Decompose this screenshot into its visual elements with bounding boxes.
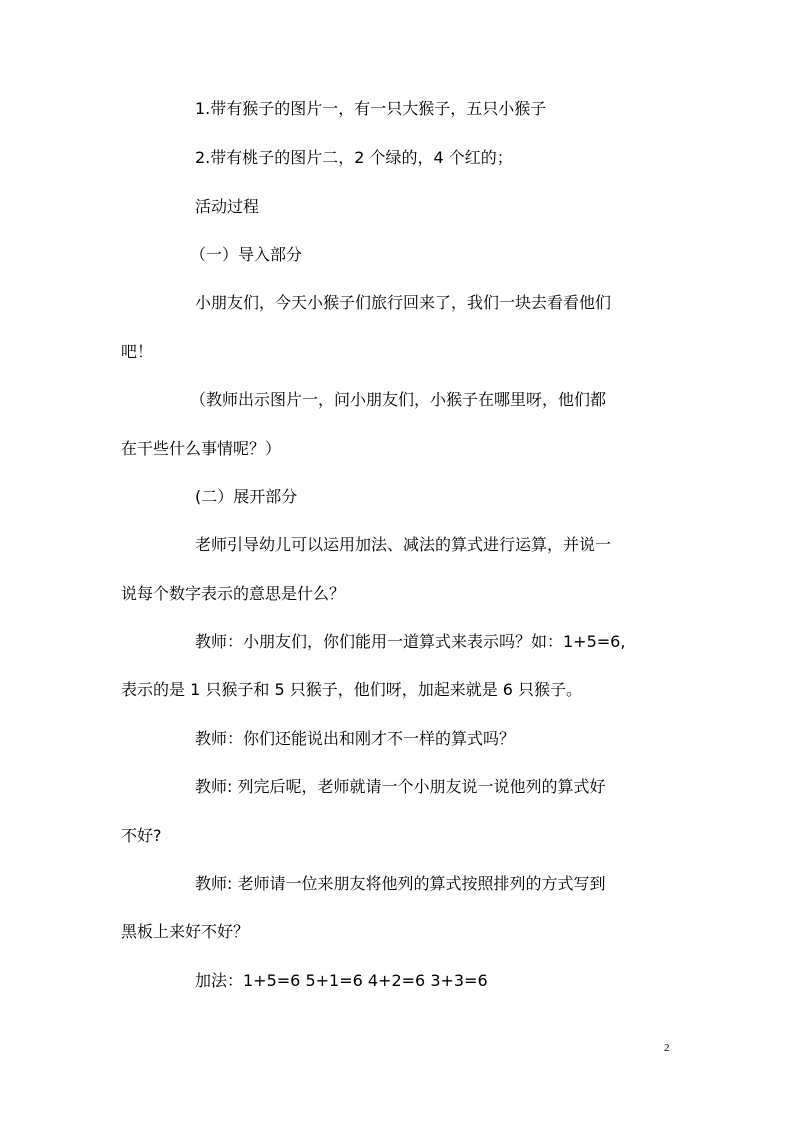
paragraph-line: 教师: 列完后呢，老师就请一个小朋友说一说他列的算式好 <box>195 777 606 796</box>
paragraph-line: 教师：小朋友们，你们能用一道算式来表示吗？如：1+5=6, <box>195 632 626 651</box>
paragraph-line: 教师：你们还能说出和刚才不一样的算式吗？ <box>195 729 516 748</box>
paragraph-line: 老师引导幼儿可以运用加法、减法的算式进行运算，并说一 <box>195 535 612 554</box>
section-heading-process: 活动过程 <box>195 197 260 216</box>
paragraph-line: 不好? <box>121 826 162 845</box>
paragraph-line: 在干些什么事情呢？） <box>121 439 282 458</box>
material-item-2: 2.带有桃子的图片二，2 个绿的，4 个红的； <box>195 148 513 167</box>
material-item-1: 1.带有猴子的图片一，有一只大猴子，五只小猴子 <box>195 99 547 118</box>
paragraph-line: （教师出示图片一，问小朋友们，小猴子在哪里呀，他们都 <box>190 390 607 409</box>
paragraph-line: 表示的是 1 只猴子和 5 只猴子，他们呀，加起来就是 6 只猴子。 <box>121 680 583 699</box>
paragraph-line: 小朋友们，今天小猴子们旅行回来了，我们一块去看看他们 <box>195 293 612 312</box>
subsection-heading-intro: （一）导入部分 <box>190 245 303 264</box>
addition-equations: 加法：1+5=6 5+1=6 4+2=6 3+3=6 <box>195 971 488 990</box>
paragraph-line: 教师: 老师请一位来朋友将他列的算式按照排列的方式写到 <box>195 874 606 893</box>
paragraph-line: 黑板上来好不好？ <box>121 922 250 941</box>
paragraph-line: 说每个数字表示的意思是什么？ <box>121 584 346 603</box>
subsection-heading-develop: (二）展开部分 <box>195 487 298 506</box>
page-number: 2 <box>664 1042 670 1054</box>
paragraph-line: 吧！ <box>121 342 154 361</box>
